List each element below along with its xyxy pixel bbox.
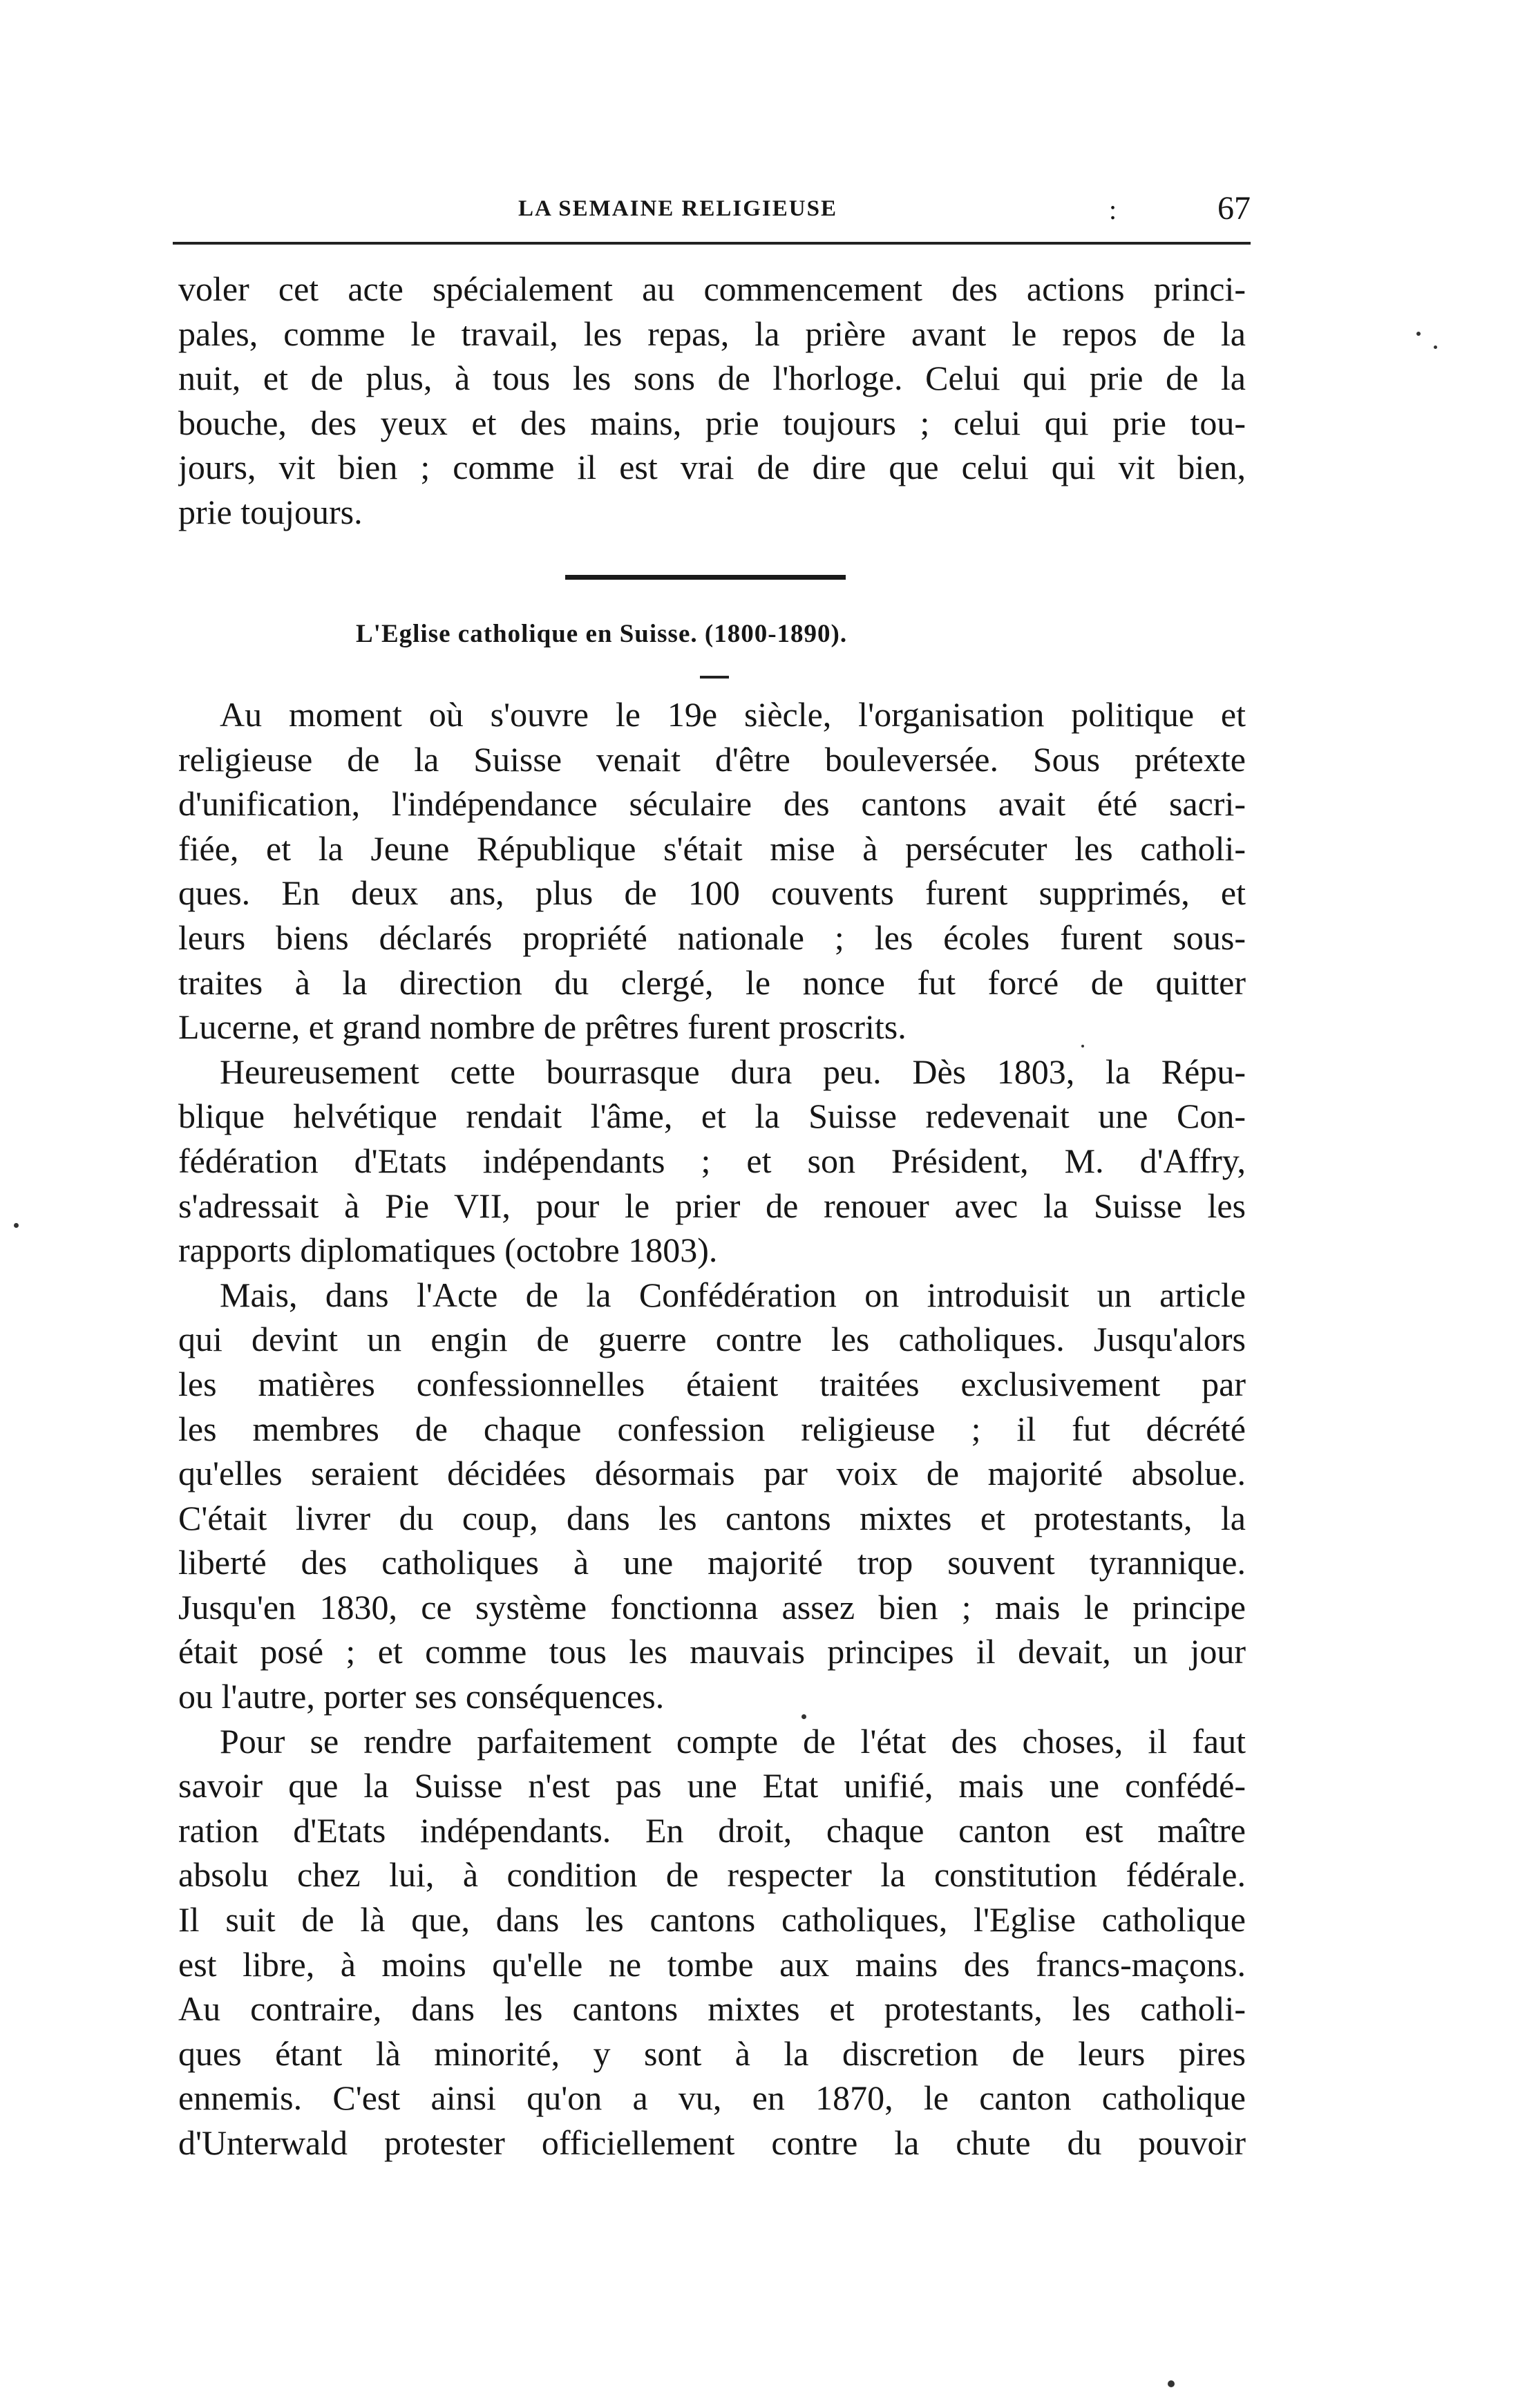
paragraph [178,1050,1246,1273]
text-line: savoir que la Suisse n'est pas une Etat unifié, mais une confédé- [178,1766,1246,1805]
text-line: les matières confessionnelles étaient traitées exclusivement par [178,1364,1246,1403]
text-line: jours, vit bien ; comme il est vrai de dire que celui qui vit bien, [178,448,1246,487]
scan-speck [1081,1045,1084,1047]
scan-speck [1434,345,1437,349]
text-line: pales, comme le travail, les repas, la prière avant le repos de la [178,314,1246,353]
text-line: ennemis. C'est ainsi qu'on a vu, en 1870, le canton catholique [178,2078,1246,2118]
scan-speck [1168,2380,1175,2387]
intro-paragraph [178,267,1246,535]
text-line: fiée, et la Jeune République s'était mise à persécuter les catholi- [178,828,1246,868]
text-line: Pour se rendre parfaitement compte de l'état des choses, il faut [220,1721,1246,1761]
text-line: Au contraire, dans les cantons mixtes et protestants, les catholi- [178,1989,1246,2029]
text-line: Il suit de là que, dans les cantons catholiques, l'Eglise catholique [178,1900,1246,1940]
text-line: Jusqu'en 1830, ce système fonctionna assez bien ; mais le principe [178,1587,1246,1627]
running-title: LA SEMAINE RELIGIEUSE [518,196,837,221]
text-line: Heureusement cette bourrasque dura peu. Dès 1803, la Répu- [220,1052,1246,1091]
text-line: Mais, dans l'Acte de la Confédération on introduisit un article [220,1275,1246,1314]
text-line: qui devint un engin de guerre contre les catholiques. Jusqu'alors [178,1320,1246,1359]
article-body [178,692,1246,2165]
text-line: traites à la direction du clergé, le nonce fut forcé de quitter [178,963,1246,1002]
text-line: est libre, à moins qu'elle ne tombe aux mains des francs-maçons. [178,1944,1246,1984]
text-line: s'adressait à Pie VII, pour le prier de renouer avec la Suisse les [178,1186,1246,1225]
text-line: blique helvétique rendait l'âme, et la Suisse redevenait une Con- [178,1097,1246,1136]
paragraph [178,1273,1246,1719]
text-line: liberté des catholiques à une majorité trop souvent tyrannique. [178,1543,1246,1582]
text-line: d'Unterwald protester officiellement contre la chute du pouvoir [178,2123,1246,2162]
page-number: 67 [1217,190,1251,227]
scan-speck [1416,332,1421,336]
text-line: était posé ; et comme tous les mauvais principes il devait, un jour [178,1632,1246,1671]
text-line: absolu chez lui, à condition de respecter la constitution fédérale. [178,1855,1246,1895]
text-line: d'unification, l'indépendance séculaire des cantons avait été sacri- [178,784,1246,824]
text-line: ques. En deux ans, plus de 100 couvents furent supprimés, et [178,873,1246,913]
paragraph [178,692,1246,1050]
header-separator: : [1109,194,1117,225]
text-line: voler cet acte spécialement au commencement des actions princi- [178,269,1246,308]
section-title: L'Eglise catholique en Suisse. (1800-1890). [356,620,848,648]
text-line: leurs biens déclarés propriété nationale ; les écoles furent sous- [178,918,1246,957]
text-line: Lucerne, et grand nombre de prêtres furent proscrits. [178,1007,907,1047]
text-line: nuit, et de plus, à tous les sons de l'horloge. Celui qui prie de la [178,359,1246,398]
text-line: rapports diplomatiques (octobre 1803). [178,1231,718,1270]
text-line: prie toujours. [178,492,363,531]
text-line: qu'elles seraient décidées désormais par voix de majorité absolue. [178,1454,1246,1493]
text-line: les membres de chaque confession religieuse ; il fut décrété [178,1409,1246,1448]
header-rule [173,242,1251,245]
running-head [173,187,1251,231]
text-line: fédération d'Etats indépendants ; et son Président, M. d'Affry, [178,1141,1246,1180]
text-line: bouche, des yeux et des mains, prie toujours ; celui qui prie tou- [178,403,1246,442]
text-line: C'était livrer du coup, dans les cantons mixtes et protestants, la [178,1498,1246,1537]
text-line: ques étant là minorité, y sont à la discretion de leurs pires [178,2033,1246,2073]
section-divider-rule [565,575,846,580]
text-line: ou l'autre, porter ses conséquences. [178,1677,665,1716]
scan-speck [14,1223,19,1228]
text-line: religieuse de la Suisse venait d'être bouleversée. Sous prétexte [178,739,1246,779]
title-dash [700,676,729,679]
scan-speck [801,1714,806,1719]
paragraph [178,1719,1246,2165]
text-line: ration d'Etats indépendants. En droit, chaque canton est maître [178,1810,1246,1850]
text-line: Au moment où s'ouvre le 19e siècle, l'organisation politique et [220,695,1246,734]
